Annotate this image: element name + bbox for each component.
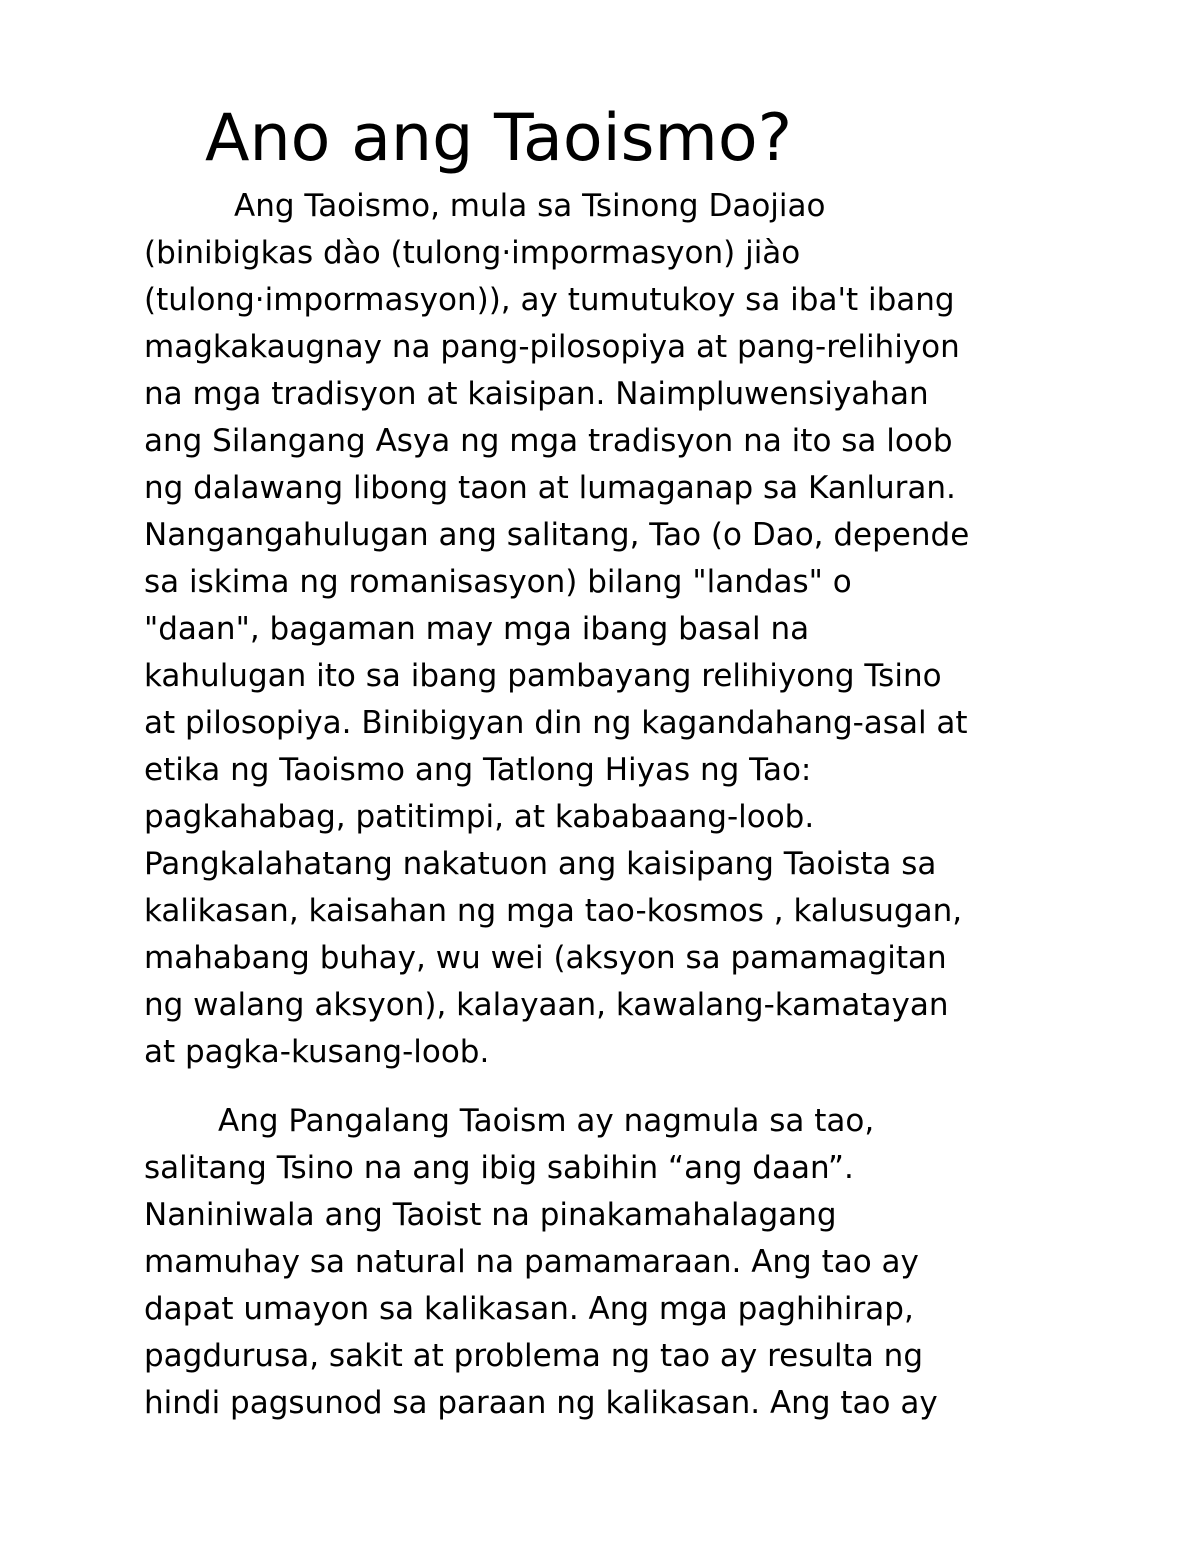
text-line: ng dalawang libong taon at lumaganap sa Kanluran. bbox=[144, 470, 956, 506]
text-line: kalikasan, kaisahan ng mga tao-kosmos , kalusugan, bbox=[144, 893, 963, 929]
document-title: Ano ang Taoismo? bbox=[205, 101, 793, 176]
text-line: pagkahabag, patitimpi, at kababaang-loob. bbox=[144, 799, 815, 835]
paragraph-2 bbox=[144, 1098, 938, 1427]
text-line: ng walang aksyon), kalayaan, kawalang-kamatayan bbox=[144, 987, 949, 1023]
text-line: dapat umayon sa kalikasan. Ang mga paghihirap, bbox=[144, 1291, 914, 1327]
text-line: pagdurusa, sakit at problema ng tao ay resulta ng bbox=[144, 1338, 923, 1374]
text-line: kahulugan ito sa ibang pambayang relihiyong Tsino bbox=[144, 658, 942, 694]
text-line: mahabang buhay, wu wei (aksyon sa pamamagitan bbox=[144, 940, 947, 976]
text-line: mamuhay sa natural na pamamaraan. Ang tao ay bbox=[144, 1244, 919, 1280]
text-line: Nangangahulugan ang salitang, Tao (o Dao, depende bbox=[144, 517, 970, 553]
text-line: Ang Taoismo, mula sa Tsinong Daojiao bbox=[234, 188, 826, 224]
text-line: na mga tradisyon at kaisipan. Naimpluwensiyahan bbox=[144, 376, 929, 412]
text-line: at pagka-kusang-loob. bbox=[144, 1034, 490, 1070]
text-line: hindi pagsunod sa paraan ng kalikasan. Ang tao ay bbox=[144, 1385, 938, 1421]
text-line: "daan", bagaman may mga ibang basal na bbox=[144, 611, 810, 647]
text-line: magkakaugnay na pang-pilosopiya at pang-relihiyon bbox=[144, 329, 960, 365]
text-line: salitang Tsino na ang ibig sabihin “ang daan”. bbox=[144, 1150, 854, 1186]
text-line: Naniniwala ang Taoist na pinakamahalagang bbox=[144, 1197, 837, 1233]
text-line: at pilosopiya. Binibigyan din ng kagandahang-asal at bbox=[144, 705, 968, 741]
text-line: sa iskima ng romanisasyon) bilang "landas" o bbox=[144, 564, 852, 600]
text-line: (tulong·impormasyon)), ay tumutukoy sa iba't ibang bbox=[144, 282, 955, 318]
paragraph-1 bbox=[144, 183, 969, 1076]
text-line: ang Silangang Asya ng mga tradisyon na ito sa loob bbox=[144, 423, 953, 459]
text-line: Pangkalahatang nakatuon ang kaisipang Taoista sa bbox=[144, 846, 937, 882]
text-line: (binibigkas dào (tulong·impormasyon) jiào bbox=[144, 235, 801, 271]
text-line: Ang Pangalang Taoism ay nagmula sa tao, bbox=[218, 1103, 875, 1139]
text-line: etika ng Taoismo ang Tatlong Hiyas ng Tao: bbox=[144, 752, 812, 788]
